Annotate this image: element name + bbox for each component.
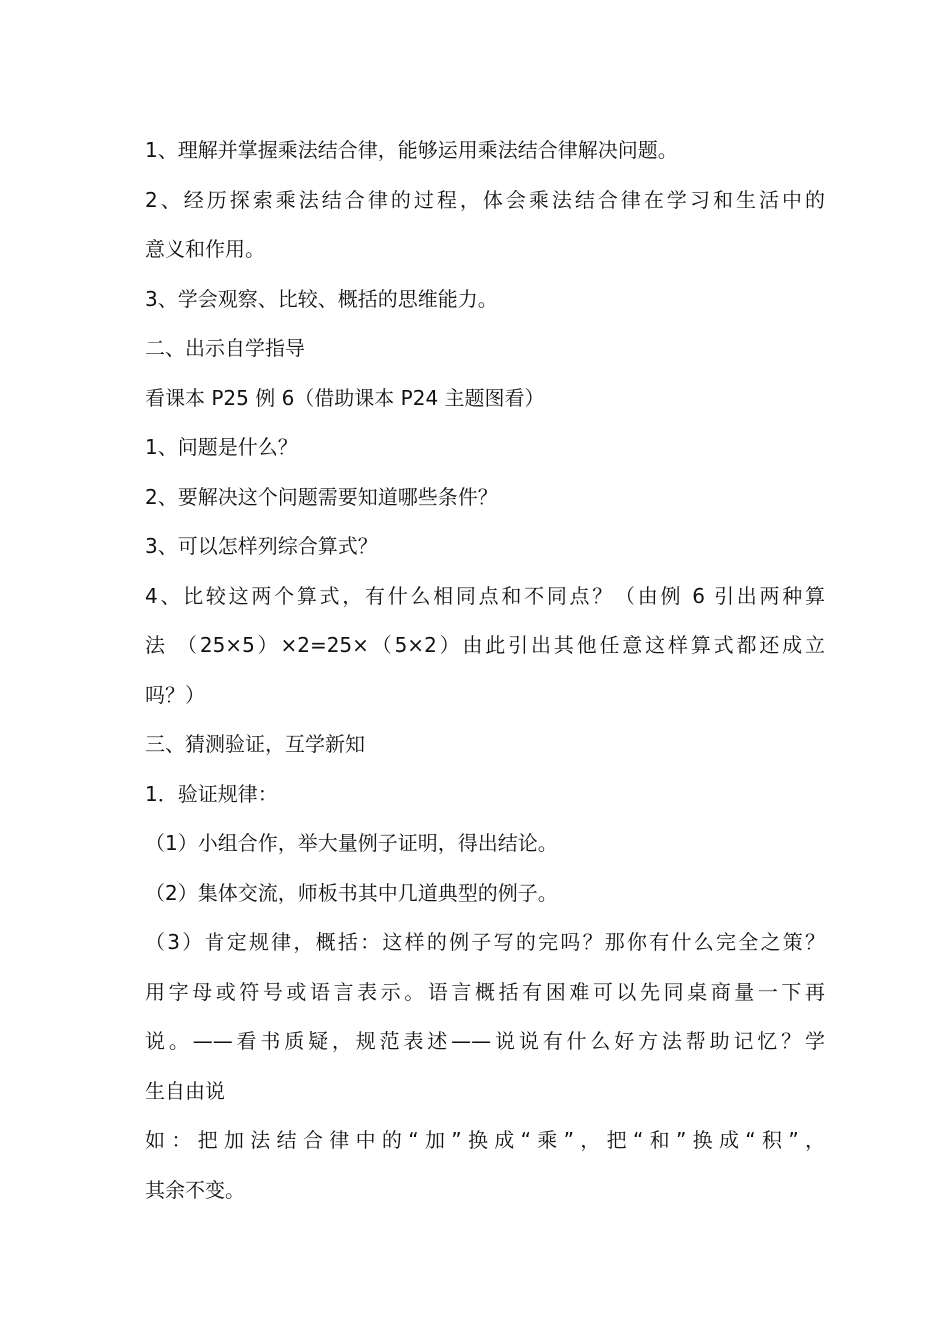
step-3-line-2: 用字母或符号或语言表示。语言概括有困难可以先同桌商量一下再	[145, 979, 825, 1004]
objective-3: 3、学会观察、比较、概括的思维能力。	[145, 286, 498, 311]
step-3-line-1: （3）肯定规律，概括：这样的例子写的完吗？那你有什么完全之策？	[145, 930, 825, 954]
question-2: 2、要解决这个问题需要知道哪些条件？	[145, 484, 498, 509]
section-heading-2: 二、出示自学指导	[145, 336, 305, 360]
section-heading-3: 三、猜测验证，互学新知	[145, 732, 365, 756]
step-3-line-4: 生自由说	[145, 1078, 225, 1103]
objective-2-line-2: 意义和作用。	[145, 237, 265, 261]
verify-rule-heading: 1．验证规律：	[145, 781, 278, 806]
step-3-line-3: 说。——看书质疑，规范表述——说说有什么好方法帮助记忆？学	[145, 1029, 825, 1053]
question-1: 1、问题是什么？	[145, 435, 298, 459]
question-3: 3、可以怎样列综合算式？	[145, 534, 378, 558]
example-line-2: 其余不变。	[145, 1177, 245, 1202]
question-4-line-3: 吗？）	[145, 682, 205, 707]
step-1: （1）小组合作，举大量例子证明，得出结论。	[145, 831, 558, 855]
step-2: （2）集体交流，师板书其中几道典型的例子。	[145, 880, 558, 905]
objective-2-line-1: 2、经历探索乘法结合律的过程，体会乘法结合律在学习和生活中的	[145, 187, 825, 212]
question-4-line-2: 法 （25×5）×2=25×（5×2）由此引出其他任意这样算式都还成立	[145, 633, 825, 657]
document-body	[145, 126, 825, 1215]
question-4-line-1: 4、比较这两个算式，有什么相同点和不同点？（由例 6 引出两种算	[145, 583, 825, 608]
objective-1: 1、理解并掌握乘法结合律，能够运用乘法结合律解决问题。	[145, 138, 678, 162]
self-study-instruction: 看课本 P25 例 6（借助课本 P24 主题图看）	[145, 385, 545, 410]
example-line-1: 如：把加法结合律中的“加”换成“乘”，把“和”换成“积”，	[145, 1128, 825, 1152]
